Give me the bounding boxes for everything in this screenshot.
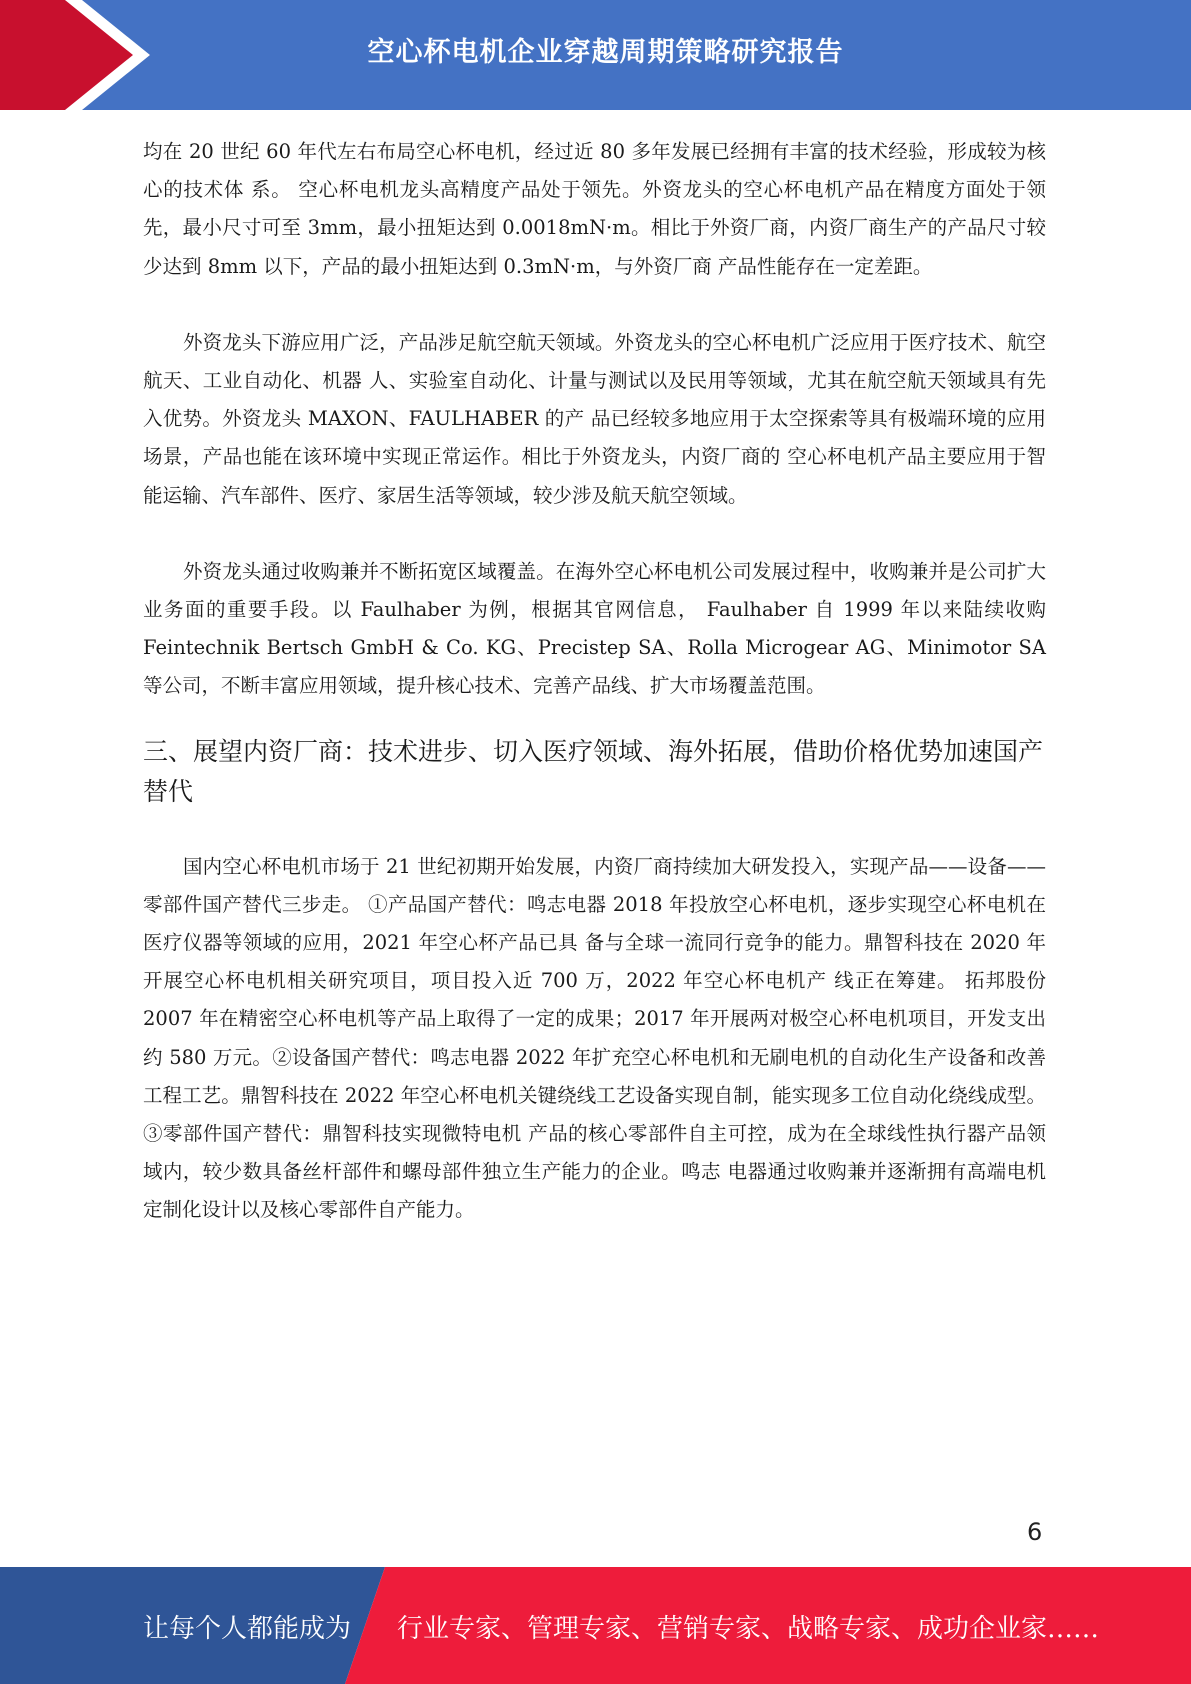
footer-slogan-right: 行业专家、管理专家、营销专家、战略专家、成功企业家…… [397, 1614, 1100, 1644]
document-body [143, 133, 1046, 1230]
report-title: 空心杯电机企业穿越周期策略研究报告 [367, 37, 844, 68]
paragraph-acquisitions: 外资龙头通过收购兼并不断拓宽区域覆盖。在海外空心杯电机公司发展过程中，收购兼并是公司扩大业务面的重要手段。以 Faulhaber 为例，根据其官网信息， Faulhaber 自 1999 年以来陆续收购 Feintechnik Bertsch GmbH & Co. KG、Precistep SA、Rolla Microgear AG、Minimotor SA 等公司，不断丰富应用领域，提升核心技术、完善产品线、扩大市场覆盖范围。 [143, 559, 1046, 698]
paragraph-foreign-applications: 外资龙头下游应用广泛，产品涉足航空航天领域。外资龙头的空心杯电机广泛应用于医疗技术、航空航天、工业自动化、机器 人、实验室自动化、计量与测试以及民用等领域，尤其在航空航天领域具有先入优势。外资龙头 MAXON、FAULHABER 的产 品已经较多地应用于太空探索等具有极端环境的应用场景，产品也能在该环境中实现正常运作。相比于外资龙头，内资厂商的 空心杯电机产品主要应用于智能运输、汽车部件、医疗、家居生活等领域，较少涉及航天航空领域。 [143, 330, 1046, 507]
page-header [0, 0, 1191, 110]
page-number: 6 [1027, 1518, 1043, 1546]
footer-slogan-left: 让每个人都能成为 [143, 1614, 352, 1644]
paragraph-domestic-substitution: 国内空心杯电机市场于 21 世纪初期开始发展，内资厂商持续加大研发投入，实现产品——设备——零部件国产替代三步走。 ①产品国产替代：鸣志电器 2018 年投放空心杯电机，逐步实现空心杯电机在医疗仪器等领域的应用，2021 年空心杯产品已具 备与全球一流同行竞争的能力。鼎智科技在 2020 年开展空心杯电机相关研究项目，项目投入近 700 万，2022 年空心杯电机产 线正在筹建。 拓邦股份 2007 年在精密空心杯电机等产品上取得了一定的成果；2017 年开展两对极空心杯电机项目，开发支出 约 580 万元。②设备国产替代：鸣志电器 2022 年扩充空心杯电机和无刷电机的自动化生产设备和改善工程工艺。鼎智科技在 2022 年空心杯电机关键绕线工艺设备实现自制，能实现多工位自动化绕线成型。 ③零部件国产替代：鼎智科技实现微特电机 产品的核心零部件自主可控，成为在全球线性执行器产品领域内，较少数具备丝杆部件和螺母部件独立生产能力的企业。鸣志 电器通过收购兼并逐渐拥有高端电机定制化设计以及核心零部件自产能力。 [143, 854, 1046, 1222]
page-footer [0, 1567, 1191, 1684]
paragraph-continued: 均在 20 世纪 60 年代左右布局空心杯电机，经过近 80 多年发展已经拥有丰富的技术经验，形成较为核心的技术体 系。 空心杯电机龙头高精度产品处于领先。外资龙头的空心杯电机产品在精度方面处于领先，最小尺寸可至 3mm，最小扭矩达到 0.0018mN·m。相比于外资厂商，内资厂商生产的产品尺寸较少达到 8mm 以下，产品的最小扭矩达到 0.3mN·m，与外资厂商 产品性能存在一定差距。 [143, 140, 1046, 278]
section-heading: 三、展望内资厂商：技术进步、切入医疗领域、海外拓展，借助价格优势加速国产替代 [143, 736, 1044, 806]
